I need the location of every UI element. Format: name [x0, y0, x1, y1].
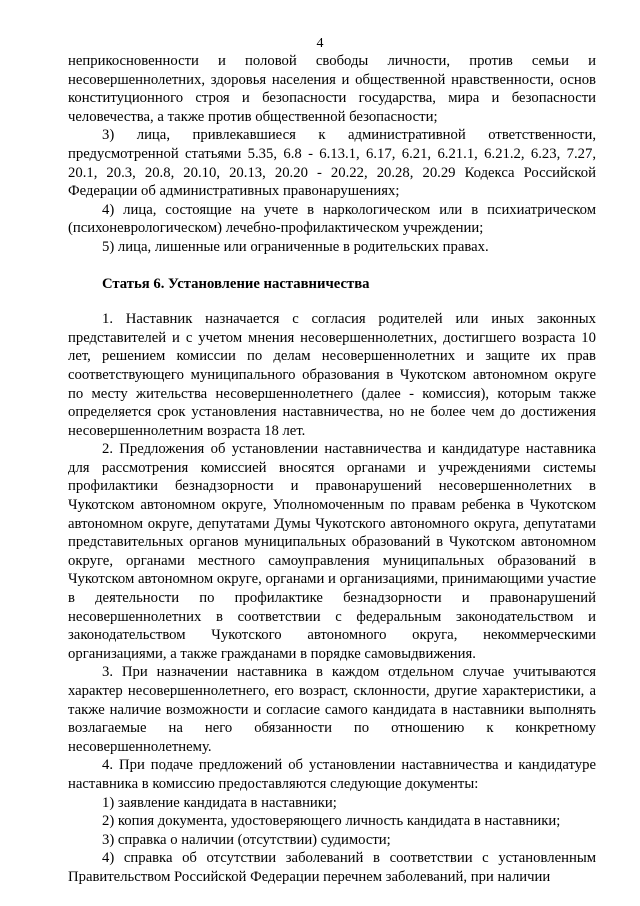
document-list-item-2: 2) копия документа, удостоверяющего личность кандидата в наставники;: [102, 813, 561, 830]
page-number: 4: [316, 36, 324, 51]
article-paragraph-4: 4. При подаче предложений об установлении наставничества и кандидатуре наставника в комиссию предоставляются следующие документы:: [68, 757, 596, 792]
list-item-4: 4) лица, состоящие на учете в наркологическом или в психиатрическом (психоневрологическом) лечебно-профилактическом учреждении;: [68, 201, 596, 237]
article-paragraph-2: 2. Предложения об установлении наставничества и кандидатуре наставника для рассмотрения комиссией вносятся органами и учреждениями системы профилактики безнадзорности и правонарушений несовершеннолетних в Чукотском автономном округе, Уполномоченным по правам ребенка в Чукотском автономном округе, депутатами Думы Чукотского автономного округа, депутатами представительных органов муниципальных образований в Чукотском автономном округе, органами местного самоуправления муниципальных образований в Чукотском автономном округе, органами и организациями, принимающими участие в деятельности по профилактике безнадзорности и правонарушений несовершеннолетних в соответствии с федеральным законодательством и законодательством Чукотского автономного округа, некоммерческими организациями, а также гражданами в порядке самовыдвижения.: [68, 441, 596, 662]
spacer: [68, 293, 596, 310]
document-list-item-4: 4) справка об отсутствии заболеваний в соответствии с установленным Правительством Российской Федерации перечнем заболеваний, при наличии: [68, 850, 596, 885]
document-list-item-1: 1) заявление кандидата в наставники;: [102, 794, 337, 811]
list-item-3: 3) лица, привлекавшиеся к административной ответственности, предусмотренной статьями 5.35, 6.8 - 6.13.1, 6.17, 6.21, 6.21.1, 6.21.2, 6.23, 7.27, 20.1, 20.3, 20.8, 20.10, 20.13, 20.20 - 20.22, 20.28, 20.29 Кодекса Российской Федерации об административных правонарушениях;: [68, 127, 596, 200]
paragraph-continuation: неприкосновенности и половой свободы личности, против семьи и несовершеннолетних, здоровья населения и общественной нравственности, основ конституционного строя и безопасности государства, мира и безопасности человечества, а также против общественной безопасности;: [68, 53, 596, 125]
article-paragraph-3: 3. При назначении наставника в каждом отдельном случае учитываются характер несовершеннолетнего, его возраст, склонности, другие характеристики, а также наличие возможности и согласие самого кандидата в наставники выполнять возлагаемые на него обязанности по отношению к конкретному несовершеннолетнему.: [68, 664, 596, 755]
list-item-5: 5) лица, лишенные или ограниченные в родительских правах.: [102, 238, 489, 255]
document-list-item-3: 3) справка о наличии (отсутствии) судимости;: [102, 831, 391, 848]
article-heading: Статья 6. Установление наставничества: [102, 275, 370, 292]
spacer: [68, 257, 596, 275]
article-paragraph-1: 1. Наставник назначается с согласия родителей или иных законных представителей и с учетом мнения несовершеннолетних, достигшего возраста 10 лет, решением комиссии по делам несовершеннолетних и защите их прав соответствующего муниципального образования в Чукотском автономном округе по месту жительства несовершеннолетнего (далее - комиссия), которым также определяется срок установления наставничества, но не более чем до достижения несовершеннолетним возраста 18 лет.: [68, 311, 596, 439]
document-body: [68, 52, 596, 887]
